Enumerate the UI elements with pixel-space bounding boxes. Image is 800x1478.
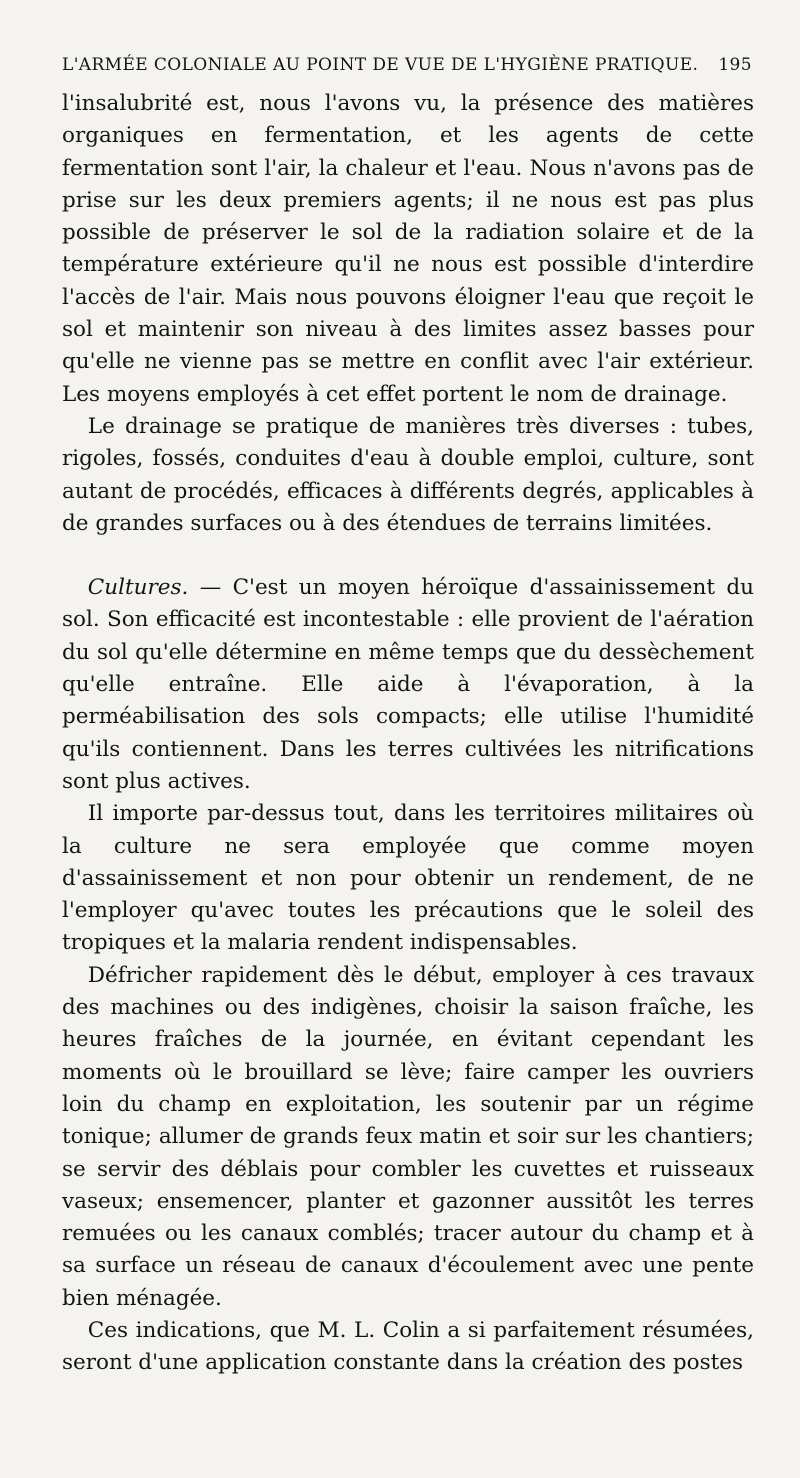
section-heading-cultures: Cultures.	[87, 575, 189, 601]
paragraph-5: Défricher rapidement dès le début, employer à ces travaux des machines ou des indigènes, choisir la saison fraîche, les heures fraîches de la journée, en évitant cependant les moments où le brouillard se lève; faire camper les ouvriers loin du champ en exploitation, les soutenir par un régime tonique; allumer de grands feux matin et soir sur les chantiers; se servir des déblais pour combler les cuvettes et ruisseaux vaseux; ensemencer, planter et gazonner aussitôt les terres remuées ou les canaux comblés; tracer autour du champ et à sa surface un réseau de canaux d'écoulement avec une pente bien ménagée.	[62, 962, 754, 1311]
paragraph-4: Il importe par-dessus tout, dans les territoires militaires où la culture ne sera employée que comme moyen d'assainissement et non pour obtenir un rendement, de ne l'employer qu'avec toutes les précautions que le soleil des tropiques et la malaria rendent indispensables.	[62, 801, 754, 956]
running-title: L'ARMÉE COLONIALE AU POINT DE VUE DE L'HYGIÈNE PRATIQUE.	[62, 55, 699, 75]
page-number: 195	[718, 55, 752, 75]
paragraph-6: Ces indications, que M. L. Colin a si parfaitement résumées, seront d'une application constante dans la création des postes	[62, 1317, 754, 1376]
paragraph-1: l'insalubrité est, nous l'avons vu, la présence des matières organiques en fermentation, et les agents de cette fermentation sont l'air, la chaleur et l'eau. Nous n'avons pas de prise sur les deux premiers agents; il ne nous est pas plus possible de préserver le sol de la radiation solaire et de la température extérieure qu'il ne nous est possible d'interdire l'accès de l'air. Mais nous pouvons éloigner l'eau que reçoit le sol et maintenir son niveau à des limites assez basses pour qu'elle ne vienne pas se mettre en conflit avec l'air extérieur. Les moyens employés à cet effet portent le nom de drainage.	[62, 91, 754, 407]
text-body	[62, 88, 754, 1380]
paragraph-2: Le drainage se pratique de manières très diverses : tubes, rigoles, fossés, conduites d'eau à double emploi, culture, sont autant de procédés, efficaces à différents degrés, applicables à de grandes surfaces ou à des étendues de terrains limitées.	[62, 413, 754, 536]
paragraph-cultures-text: — C'est un moyen héroïque d'assainissement du sol. Son efficacité est incontestable : elle provient de l'aération du sol qu'elle détermine en même temps que du dessèchement qu'elle entraîne. Elle aide à l'évaporation, à la perméabilisation des sols compacts; elle utilise l'humidité qu'ils contiennent. Dans les terres cultivées les nitrifications sont plus actives.	[62, 575, 754, 794]
running-header	[62, 55, 752, 75]
paragraph-cultures	[62, 572, 754, 798]
